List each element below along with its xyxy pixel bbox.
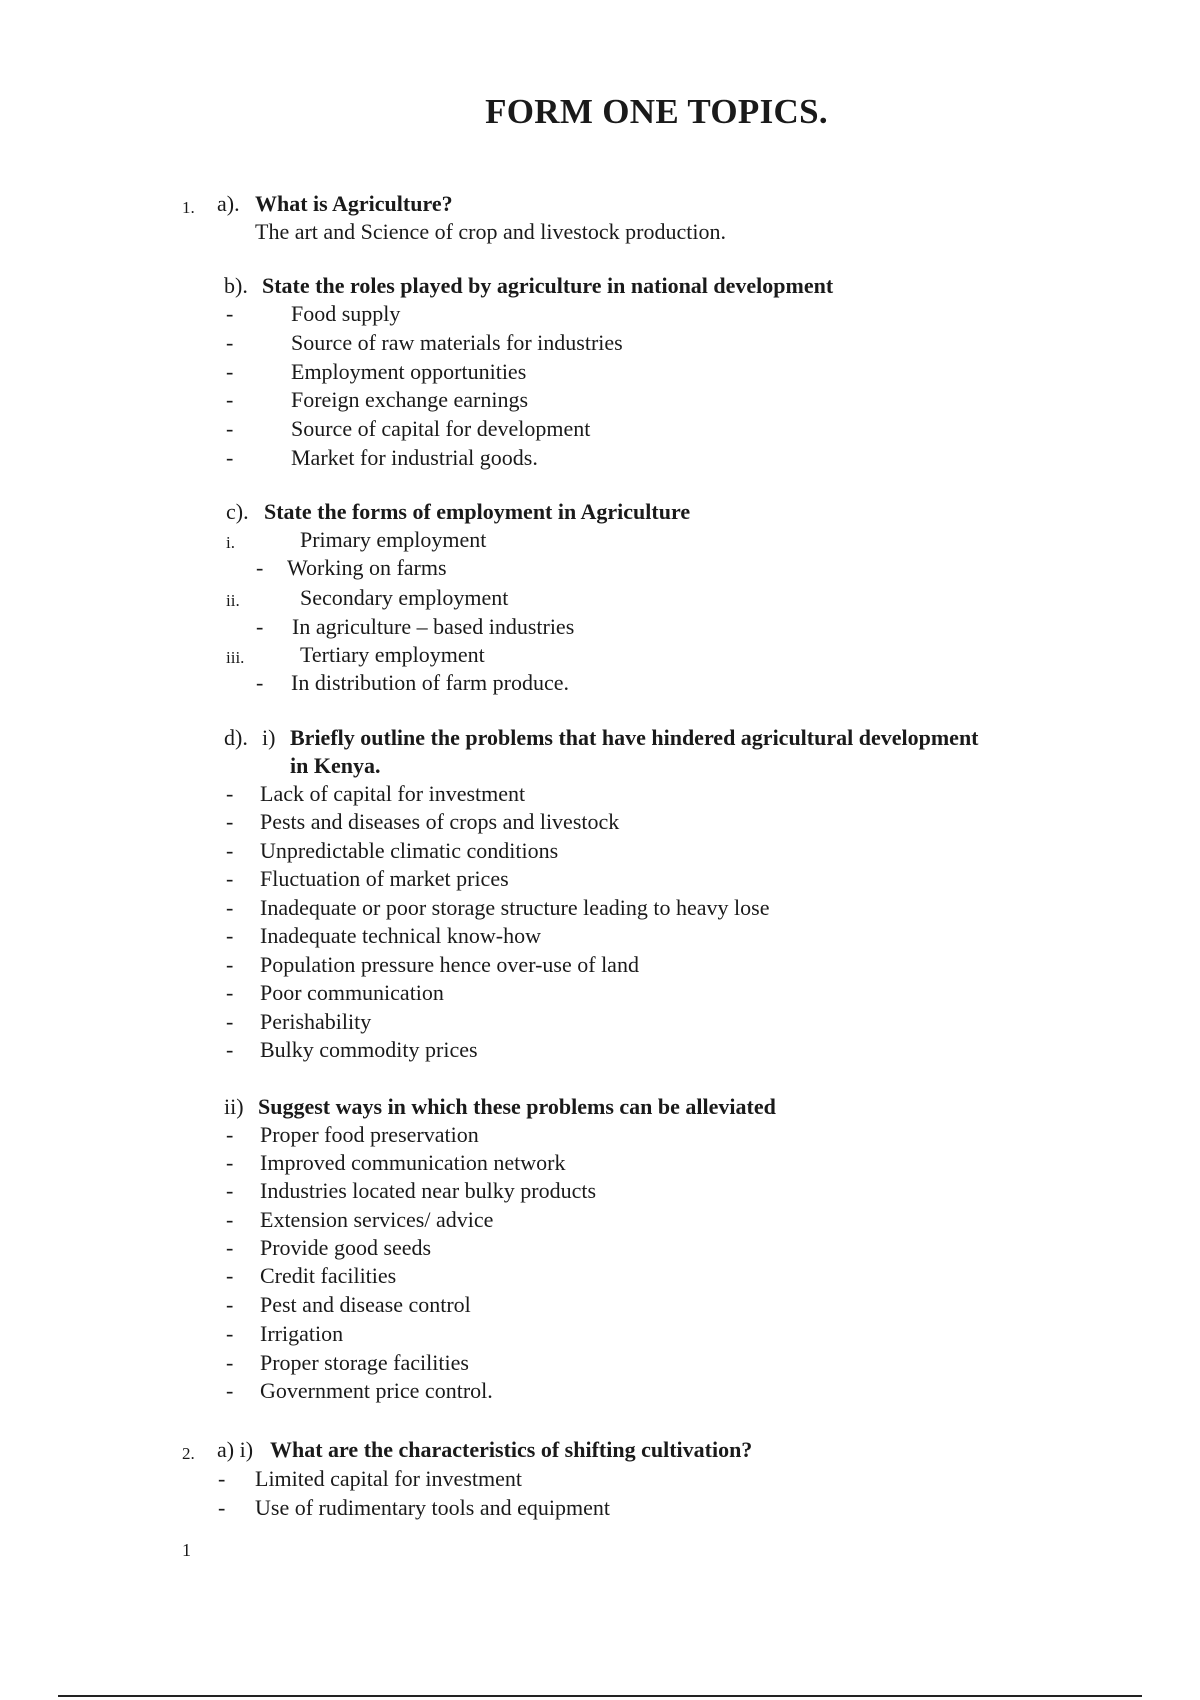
q1d-i-question: Briefly outline the problems that have hindered agricultural development [290,725,979,750]
bullet-dash: - [226,330,234,355]
bullet-dash: - [256,614,264,639]
bullet-dash: - [226,809,234,834]
bullet-dash: - [226,445,234,470]
q1b-label: b). [224,273,248,298]
list-item: Irrigation [260,1321,344,1346]
q1d-ii-question: Suggest ways in which these problems can be alleviated [258,1094,776,1119]
employment-detail: Working on farms [287,555,447,580]
list-item: Pest and disease control [260,1292,471,1317]
list-item: Proper storage facilities [260,1350,469,1375]
q1-number: 1. [182,198,195,217]
bullet-dash: - [226,781,234,806]
bullet-dash: - [226,923,234,948]
list-item: Bulky commodity prices [260,1037,478,1062]
list-item: Government price control. [260,1378,493,1403]
bullet-dash: - [256,555,264,580]
employment-detail: In distribution of farm produce. [291,670,569,695]
list-item: Inadequate or poor storage structure leading to heavy lose [260,895,770,920]
bullet-dash: - [226,1292,234,1317]
list-item: Fluctuation of market prices [260,866,509,891]
bullet-dash: - [226,980,234,1005]
employment-form: Primary employment [300,527,487,552]
q1d-i-label: i) [262,725,276,750]
bullet-dash: - [226,952,234,977]
bullet-dash: - [218,1495,226,1520]
q1c-question: State the forms of employment in Agriculture [264,499,691,524]
list-item: Limited capital for investment [255,1466,522,1491]
list-item: Inadequate technical know-how [260,923,541,948]
bullet-dash: - [226,359,234,384]
list-item: Unpredictable climatic conditions [260,838,559,863]
roman-numeral: i. [226,533,235,552]
q1a-answer: The art and Science of crop and livestock production. [255,219,727,244]
employment-form: Tertiary employment [300,642,485,667]
q1a-question: What is Agriculture? [255,191,453,216]
bullet-dash: - [226,1037,234,1062]
roman-numeral: iii. [226,648,245,667]
list-item: Food supply [291,301,401,326]
list-item: Source of capital for development [291,416,591,441]
q2-label: a) i) [217,1437,254,1462]
q1b-question: State the roles played by agriculture in national development [262,273,834,298]
roman-numeral: ii. [226,591,240,610]
bullet-dash: - [226,1378,234,1403]
q1d-label: d). [224,725,248,750]
bullet-dash: - [226,416,234,441]
bullet-dash: - [226,838,234,863]
list-item: Source of raw materials for industries [291,330,623,355]
list-item: Employment opportunities [291,359,527,384]
page-title: FORM ONE TOPICS. [485,92,828,131]
bullet-dash: - [226,1150,234,1175]
list-item: Use of rudimentary tools and equipment [255,1495,610,1520]
list-item: Improved communication network [260,1150,566,1175]
bullet-dash: - [226,1178,234,1203]
bullet-dash: - [226,387,234,412]
bullet-dash: - [226,1321,234,1346]
bullet-dash: - [226,1235,234,1260]
q2-number: 2. [182,1444,195,1463]
q2-question: What are the characteristics of shifting cultivation? [270,1437,753,1462]
bullet-dash: - [226,1009,234,1034]
list-item: Pests and diseases of crops and livestock [260,809,620,834]
list-item: Extension services/ advice [260,1207,494,1232]
list-item: Market for industrial goods. [291,445,538,470]
q1c-label: c). [226,499,249,524]
list-item: Provide good seeds [260,1235,432,1260]
bullet-dash: - [226,301,234,326]
bullet-dash: - [226,1122,234,1147]
list-item: Industries located near bulky products [260,1178,597,1203]
employment-form: Secondary employment [300,585,509,610]
bullet-dash: - [218,1466,226,1491]
employment-detail: In agriculture – based industries [292,614,575,639]
q1d-ii-label: ii) [224,1094,244,1119]
bullet-dash: - [226,895,234,920]
bullet-dash: - [226,1350,234,1375]
bullet-dash: - [226,1263,234,1288]
list-item: Population pressure hence over-use of land [260,952,639,977]
list-item: Perishability [260,1009,372,1034]
list-item: Foreign exchange earnings [291,387,529,412]
bullet-dash: - [226,866,234,891]
list-item: Proper food preservation [260,1122,479,1147]
bullet-dash: - [256,670,264,695]
page-number: 1 [182,1540,191,1560]
q1d-i-question-cont: in Kenya. [290,753,381,778]
list-item: Lack of capital for investment [260,781,526,806]
footer-divider [58,1695,1142,1697]
list-item: Credit facilities [260,1263,397,1288]
bullet-dash: - [226,1207,234,1232]
list-item: Poor communication [260,980,444,1005]
q1a-label: a). [217,191,240,216]
